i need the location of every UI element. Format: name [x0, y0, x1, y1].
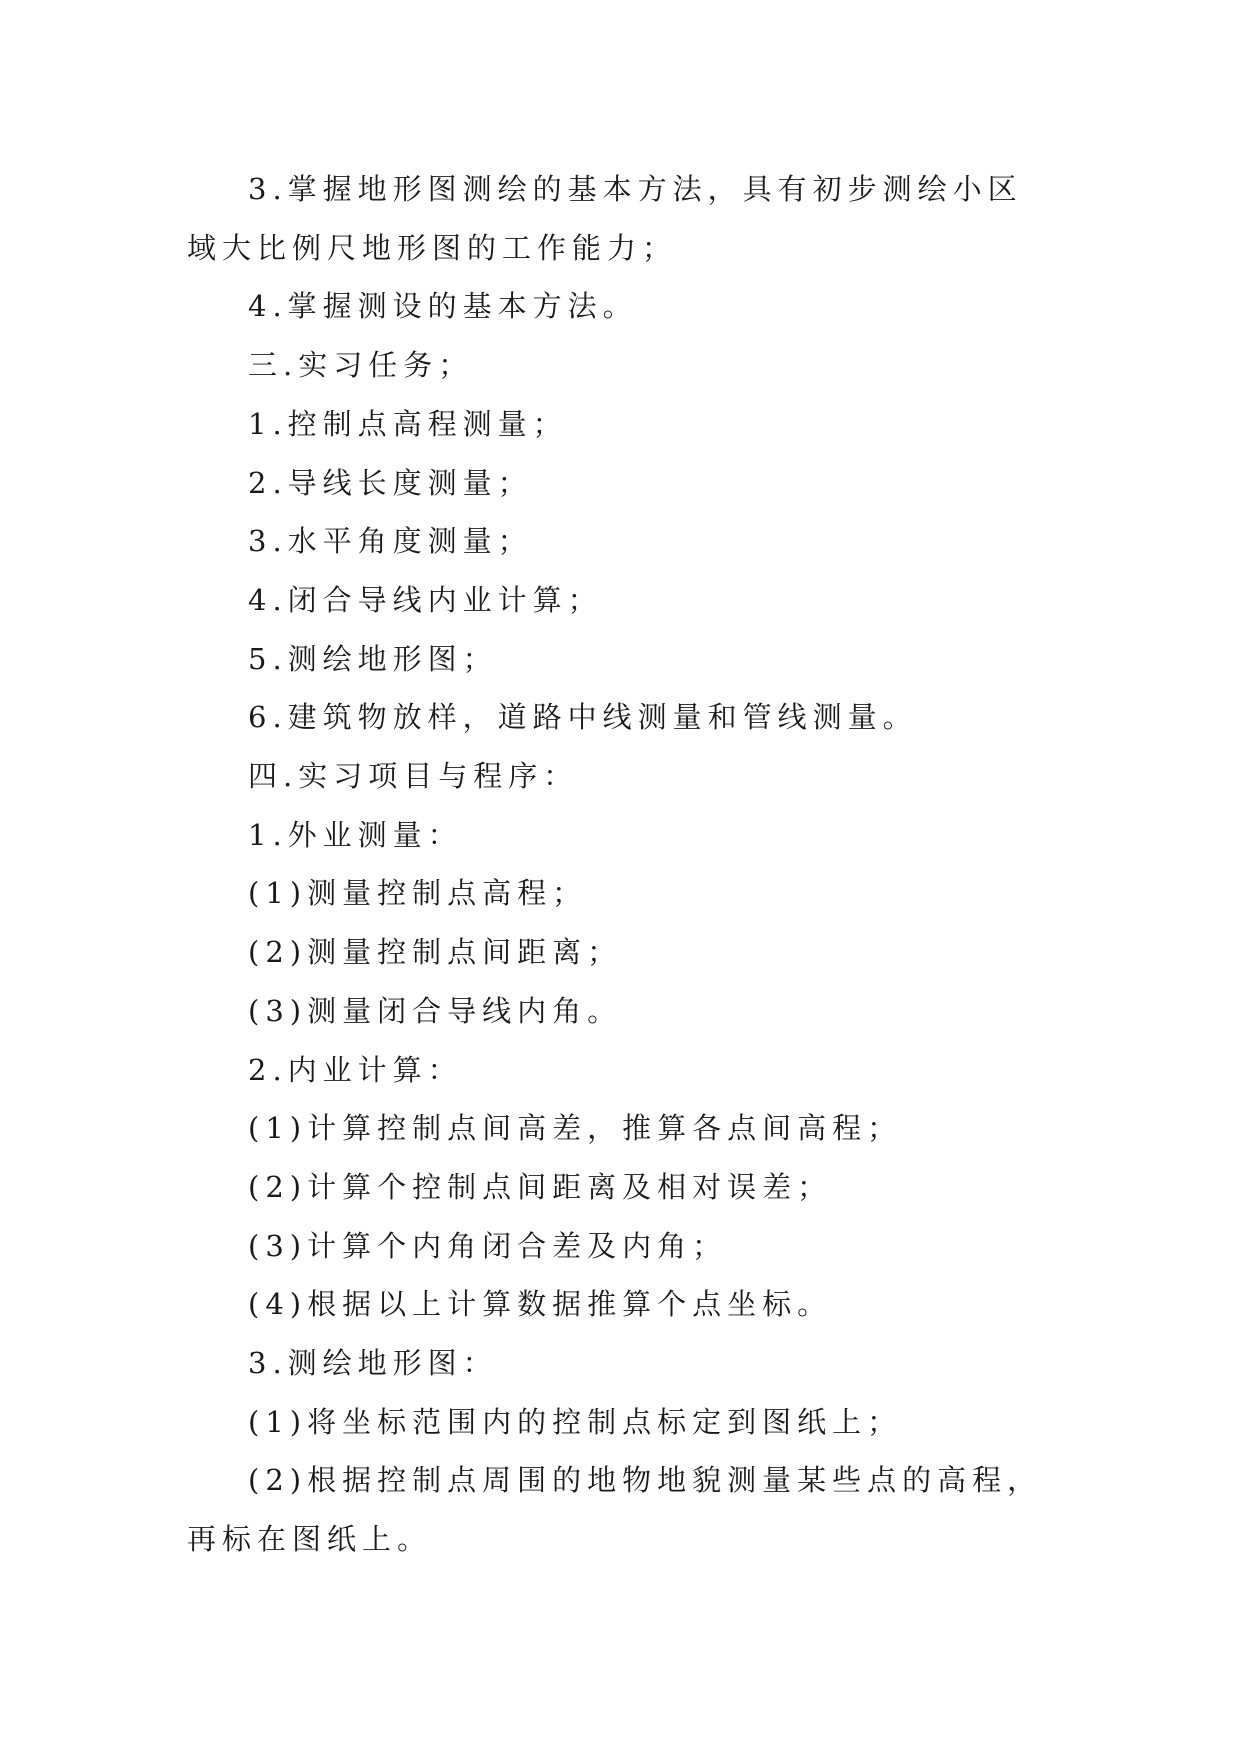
paragraph: 4.掌握测设的基本方法。 [248, 289, 638, 324]
list-item: (2)根据控制点周围的地物地貌测量某些点的高程，再标在图纸上。 [187, 1463, 1043, 1557]
list-item: 1.控制点高程测量； [248, 406, 568, 441]
list-item: (1)测量控制点高程； [248, 876, 588, 911]
list-item: (4)根据以上计算数据推算个点坐标。 [248, 1287, 833, 1322]
subsection-heading: 3.测绘地形图： [248, 1346, 498, 1381]
list-item: (1)计算控制点间高差，推算各点间高程； [248, 1111, 903, 1146]
paragraph: 3.掌握地形图测绘的基本方法，具有初步测绘小区域大比例尺地形图的工作能力； [187, 172, 1023, 265]
list-item: (1)将坐标范围内的控制点标定到图纸上； [248, 1404, 903, 1439]
list-item: (3)计算个内角闭合差及内角； [248, 1228, 728, 1263]
list-item: 6.建筑物放样，道路中线测量和管线测量。 [248, 700, 918, 735]
list-item: 2.导线长度测量； [248, 465, 533, 500]
list-item: 4.闭合导线内业计算； [248, 582, 603, 617]
list-item: (3)测量闭合导线内角。 [248, 993, 623, 1028]
section-heading: 四.实习项目与程序： [248, 759, 579, 794]
list-item: 3.水平角度测量； [248, 524, 533, 559]
subsection-heading: 1.外业测量： [248, 817, 463, 852]
list-item: 5.测绘地形图； [248, 641, 498, 676]
document-body [187, 160, 1055, 1569]
section-heading: 三.实习任务； [248, 348, 474, 383]
list-item: (2)测量控制点间距离； [248, 935, 623, 970]
subsection-heading: 2.内业计算： [248, 1052, 463, 1087]
list-item: (2)计算个控制点间距离及相对误差； [248, 1169, 833, 1204]
